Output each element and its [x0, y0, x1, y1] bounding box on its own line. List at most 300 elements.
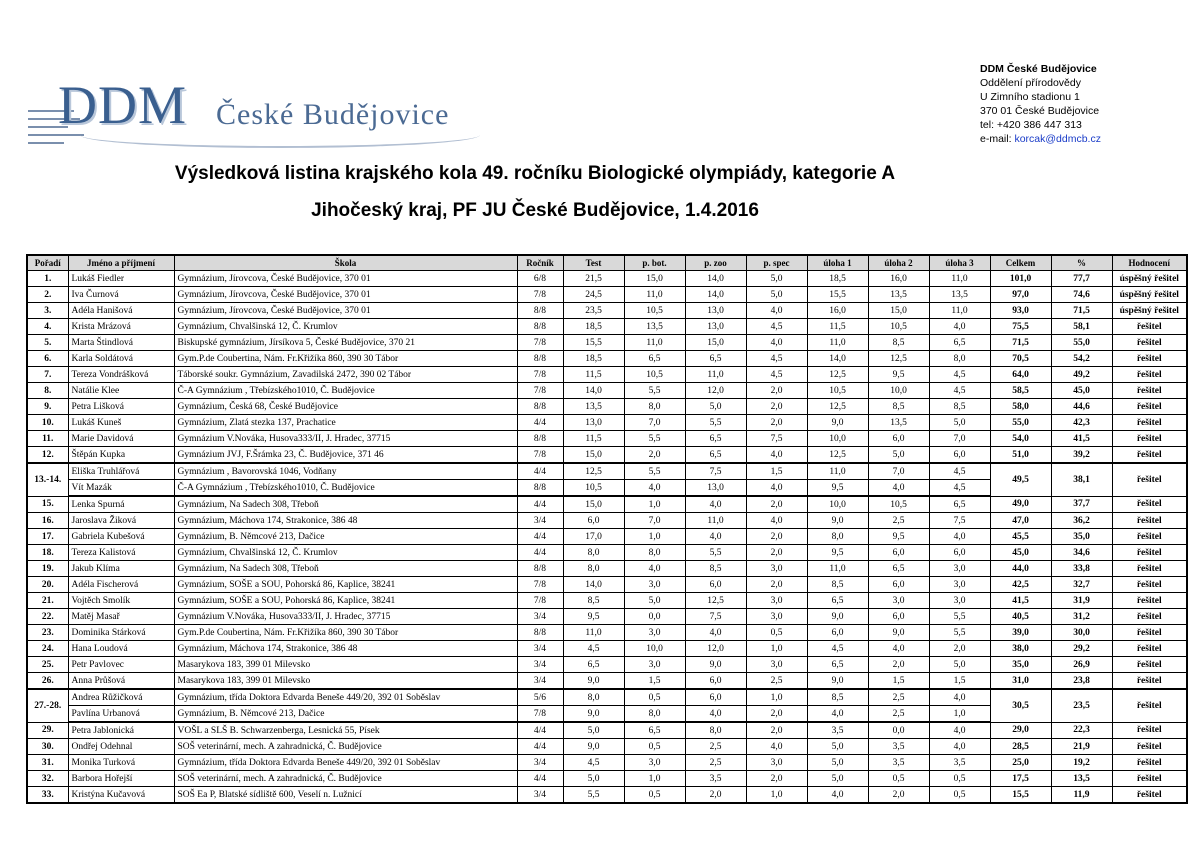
table-cell: Karla Soldátová — [68, 351, 174, 367]
table-cell: 4/4 — [517, 722, 563, 739]
table-cell: Adéla Hanišová — [68, 303, 174, 319]
table-cell: 1. — [27, 271, 68, 287]
table-cell: 8,5 — [929, 399, 990, 415]
table-cell: řešitel — [1112, 641, 1187, 657]
table-cell: Gymnázium, Zlatá stezka 137, Prachatice — [174, 415, 517, 431]
table-cell: řešitel — [1112, 319, 1187, 335]
table-cell: 21,5 — [563, 271, 624, 287]
table-cell: 8,5 — [868, 399, 929, 415]
table-cell: 5,0 — [746, 271, 807, 287]
address-street: U Zimního stadionu 1 — [980, 91, 1080, 103]
table-cell: 1,0 — [624, 529, 685, 545]
table-cell: 6,5 — [685, 351, 746, 367]
table-cell: 11,0 — [685, 367, 746, 383]
table-cell: 2,0 — [746, 496, 807, 513]
column-header: úloha 1 — [807, 255, 868, 271]
table-cell: 12,5 — [807, 447, 868, 464]
table-cell: 47,0 — [990, 513, 1051, 529]
table-cell: 7/8 — [517, 593, 563, 609]
table-cell: 64,0 — [990, 367, 1051, 383]
table-row — [27, 529, 1187, 545]
table-cell: 5,0 — [807, 755, 868, 771]
table-cell: Masarykova 183, 399 01 Milevsko — [174, 657, 517, 673]
table-row — [27, 577, 1187, 593]
table-cell: 11,5 — [807, 319, 868, 335]
address-tel: tel: +420 386 447 313 — [980, 119, 1082, 131]
table-cell: 3,5 — [685, 771, 746, 787]
table-cell: 2,5 — [868, 513, 929, 529]
table-cell: Matěj Masař — [68, 609, 174, 625]
table-cell: 5,0 — [685, 399, 746, 415]
table-row — [27, 787, 1187, 804]
table-cell: 32,7 — [1051, 577, 1112, 593]
table-cell: 14,0 — [563, 577, 624, 593]
table-cell: 15,5 — [563, 335, 624, 351]
table-cell: 4,0 — [746, 303, 807, 319]
table-cell: 5. — [27, 335, 68, 351]
table-cell: 26. — [27, 673, 68, 690]
table-cell: 4,0 — [929, 319, 990, 335]
table-cell: 3,0 — [868, 593, 929, 609]
table-cell: 13,5 — [563, 399, 624, 415]
table-cell: 4,0 — [746, 335, 807, 351]
address-email-link[interactable]: korcak@ddmcb.cz — [1014, 133, 1101, 145]
table-cell: 0,0 — [624, 609, 685, 625]
column-header: úloha 2 — [868, 255, 929, 271]
table-cell: 10,0 — [624, 641, 685, 657]
table-cell: 70,5 — [990, 351, 1051, 367]
table-cell: 11,0 — [807, 561, 868, 577]
table-cell: 3,0 — [746, 657, 807, 673]
column-header: p. zoo — [685, 255, 746, 271]
table-cell: 2,5 — [868, 706, 929, 723]
table-cell: 11. — [27, 431, 68, 447]
table-cell: 3,0 — [929, 561, 990, 577]
table-cell: 2,0 — [746, 383, 807, 399]
column-header: % — [1051, 255, 1112, 271]
table-row — [27, 545, 1187, 561]
table-cell: 2,0 — [746, 771, 807, 787]
table-cell: 6,5 — [807, 593, 868, 609]
table-cell: Vít Mazák — [68, 480, 174, 497]
table-cell: 4,0 — [746, 480, 807, 497]
table-cell: 9,5 — [563, 609, 624, 625]
table-cell: 10,5 — [624, 303, 685, 319]
table-cell: 15,0 — [624, 271, 685, 287]
table-cell: 58,5 — [990, 383, 1051, 399]
table-cell: 9,0 — [563, 673, 624, 690]
table-cell: 4,0 — [929, 739, 990, 755]
table-cell: 3,0 — [746, 609, 807, 625]
table-cell: 30. — [27, 739, 68, 755]
table-cell: 10,0 — [807, 431, 868, 447]
table-cell: 41,5 — [1051, 431, 1112, 447]
table-cell: 19,2 — [1051, 755, 1112, 771]
table-row — [27, 287, 1187, 303]
table-cell: 4/4 — [517, 771, 563, 787]
table-cell: Gymnázium, B. Němcové 213, Dačice — [174, 706, 517, 723]
table-cell: 38,1 — [1051, 463, 1112, 496]
table-cell: 6,0 — [685, 577, 746, 593]
table-cell: 8/8 — [517, 351, 563, 367]
table-cell: Gymnázium, B. Němcové 213, Dačice — [174, 529, 517, 545]
table-cell: 4,5 — [746, 351, 807, 367]
table-cell: 4,5 — [563, 755, 624, 771]
table-cell: 5,0 — [807, 739, 868, 755]
table-cell: 2,0 — [929, 641, 990, 657]
table-cell: Iva Čurnová — [68, 287, 174, 303]
table-cell: 77,7 — [1051, 271, 1112, 287]
table-cell: Gymnázium V.Nováka, Husova333/II, J. Hradec, 37715 — [174, 431, 517, 447]
table-cell: 23. — [27, 625, 68, 641]
table-cell: Tereza Vondrášková — [68, 367, 174, 383]
table-cell: Táborské soukr. Gymnázium, Zavadilská 2472, 390 02 Tábor — [174, 367, 517, 383]
table-cell: 5,0 — [807, 771, 868, 787]
table-cell: 3,0 — [746, 755, 807, 771]
table-row — [27, 496, 1187, 513]
table-cell: 5,0 — [929, 657, 990, 673]
table-cell: Tereza Kalistová — [68, 545, 174, 561]
table-cell: 30,0 — [1051, 625, 1112, 641]
table-cell: 17,0 — [563, 529, 624, 545]
table-cell: řešitel — [1112, 463, 1187, 496]
table-cell: 4,0 — [929, 689, 990, 706]
table-cell: 71,5 — [1051, 303, 1112, 319]
table-row — [27, 271, 1187, 287]
table-cell: úspěšný řešitel — [1112, 303, 1187, 319]
table-cell: 0,5 — [746, 625, 807, 641]
table-cell: 4,5 — [563, 641, 624, 657]
table-cell: 4/4 — [517, 529, 563, 545]
table-cell: 4,0 — [746, 739, 807, 755]
table-cell: 3,0 — [624, 755, 685, 771]
table-cell: 4,0 — [685, 625, 746, 641]
table-cell: řešitel — [1112, 383, 1187, 399]
table-cell: 15,0 — [563, 496, 624, 513]
table-cell: 9,5 — [807, 545, 868, 561]
table-cell: 14,0 — [685, 271, 746, 287]
table-cell: 12,5 — [807, 367, 868, 383]
table-cell: 7/8 — [517, 335, 563, 351]
table-cell: Adéla Fischerová — [68, 577, 174, 593]
column-header: Jméno a příjmení — [68, 255, 174, 271]
table-cell: řešitel — [1112, 447, 1187, 464]
table-cell: Gymnázium V.Nováka, Husova333/II, J. Hradec, 37715 — [174, 609, 517, 625]
table-cell: řešitel — [1112, 335, 1187, 351]
table-cell: 8. — [27, 383, 68, 399]
table-cell: Gabriela Kubešová — [68, 529, 174, 545]
table-cell: 4/4 — [517, 463, 563, 480]
table-cell: 4,0 — [624, 561, 685, 577]
table-cell: 5,0 — [563, 722, 624, 739]
table-cell: 11,0 — [685, 513, 746, 529]
table-cell: Marta Štindlová — [68, 335, 174, 351]
table-cell: 8,0 — [563, 561, 624, 577]
table-cell: 17. — [27, 529, 68, 545]
table-cell: 7,5 — [746, 431, 807, 447]
table-cell: 75,5 — [990, 319, 1051, 335]
table-cell: 1,5 — [746, 463, 807, 480]
table-cell: 4,0 — [746, 513, 807, 529]
table-cell: 7/8 — [517, 706, 563, 723]
table-cell: 6,0 — [685, 673, 746, 690]
table-cell: 14,0 — [685, 287, 746, 303]
table-row — [27, 399, 1187, 415]
table-cell: 8,5 — [685, 561, 746, 577]
table-cell: 3/4 — [517, 641, 563, 657]
table-cell: 24,5 — [563, 287, 624, 303]
table-cell: 9,5 — [868, 367, 929, 383]
table-cell: 49,2 — [1051, 367, 1112, 383]
table-cell: 4,5 — [929, 367, 990, 383]
table-cell: 3,0 — [624, 577, 685, 593]
table-cell: Petra Lišková — [68, 399, 174, 415]
table-cell: 39,2 — [1051, 447, 1112, 464]
table-cell: 9,0 — [563, 739, 624, 755]
table-cell: Lenka Spurná — [68, 496, 174, 513]
table-cell: 6,5 — [929, 335, 990, 351]
table-cell: 8,5 — [563, 593, 624, 609]
table-cell: 2,5 — [685, 755, 746, 771]
table-cell: Gymnázium, Chvalšinská 12, Č. Krumlov — [174, 319, 517, 335]
table-cell: 8/8 — [517, 303, 563, 319]
table-cell: 16,0 — [868, 271, 929, 287]
table-cell: 7,5 — [929, 513, 990, 529]
table-cell: SOŠ veterinární, mech. A zahradnická, Č. Budějovice — [174, 771, 517, 787]
table-cell: Hana Loudová — [68, 641, 174, 657]
table-cell: 1,5 — [624, 673, 685, 690]
table-cell: 3,0 — [746, 561, 807, 577]
table-cell: 2,0 — [746, 529, 807, 545]
table-cell: 3,0 — [624, 625, 685, 641]
table-cell: 8,5 — [807, 689, 868, 706]
table-cell: 6,5 — [563, 657, 624, 673]
table-cell: řešitel — [1112, 722, 1187, 739]
table-cell: 12,5 — [807, 399, 868, 415]
table-cell: Marie Davidová — [68, 431, 174, 447]
table-row — [27, 561, 1187, 577]
table-cell: 13,5 — [868, 287, 929, 303]
table-cell: Lukáš Fiedler — [68, 271, 174, 287]
table-cell: 6. — [27, 351, 68, 367]
table-cell: Gymnázium , Bavorovská 1046, Vodňany — [174, 463, 517, 480]
table-cell: 5,5 — [624, 431, 685, 447]
table-cell: 3,0 — [929, 577, 990, 593]
table-cell: 2,0 — [746, 706, 807, 723]
table-cell: 2,0 — [685, 787, 746, 804]
table-cell: Jakub Klíma — [68, 561, 174, 577]
table-cell: 4/4 — [517, 739, 563, 755]
table-cell: 18. — [27, 545, 68, 561]
table-cell: 17,5 — [990, 771, 1051, 787]
table-cell: řešitel — [1112, 755, 1187, 771]
table-cell: 22. — [27, 609, 68, 625]
table-cell: řešitel — [1112, 545, 1187, 561]
table-cell: 58,0 — [990, 399, 1051, 415]
table-cell: 8,0 — [563, 545, 624, 561]
table-cell: 21,9 — [1051, 739, 1112, 755]
table-cell: 32. — [27, 771, 68, 787]
results-table — [26, 254, 1188, 804]
table-cell: 6,5 — [624, 722, 685, 739]
table-cell: 25,0 — [990, 755, 1051, 771]
table-cell: 11,0 — [624, 335, 685, 351]
table-cell: 29,2 — [1051, 641, 1112, 657]
table-cell: 1,5 — [929, 673, 990, 690]
table-cell: Natálie Klee — [68, 383, 174, 399]
table-cell: 3/4 — [517, 673, 563, 690]
table-cell: 93,0 — [990, 303, 1051, 319]
address-dept: Oddělení přírodovědy — [980, 77, 1081, 89]
table-cell: 13,5 — [624, 319, 685, 335]
table-cell: Gymnázium, Na Sadech 308, Třeboň — [174, 561, 517, 577]
column-header: Hodnocení — [1112, 255, 1187, 271]
table-cell: 7,0 — [624, 513, 685, 529]
table-cell: 11,0 — [929, 303, 990, 319]
table-cell: 11,0 — [624, 287, 685, 303]
table-cell: Gymnázium, třída Doktora Edvarda Beneše 449/20, 392 01 Soběslav — [174, 689, 517, 706]
table-cell: Krista Mrázová — [68, 319, 174, 335]
table-cell: 11,0 — [929, 271, 990, 287]
table-cell: 3,0 — [929, 593, 990, 609]
table-cell: Gymnázium, Jírovcova, České Budějovice, 370 01 — [174, 287, 517, 303]
table-cell: 12,5 — [685, 593, 746, 609]
table-cell: 97,0 — [990, 287, 1051, 303]
table-cell: 8,5 — [807, 577, 868, 593]
table-cell: 29. — [27, 722, 68, 739]
table-cell: Štěpán Kupka — [68, 447, 174, 464]
table-cell: VOŠL a SLŠ B. Schwarzenberga, Lesnická 55, Písek — [174, 722, 517, 739]
table-cell: 54,0 — [990, 431, 1051, 447]
table-cell: 71,5 — [990, 335, 1051, 351]
table-cell: 1,0 — [746, 689, 807, 706]
table-cell: 4,5 — [746, 367, 807, 383]
table-cell: 5,0 — [746, 287, 807, 303]
table-cell: 0,5 — [624, 689, 685, 706]
table-cell: 0,5 — [868, 771, 929, 787]
table-cell: 23,5 — [1051, 689, 1112, 722]
table-cell: Gym.P.de Coubertina, Nám. Fr.Křižíka 860, 390 30 Tábor — [174, 625, 517, 641]
table-cell: 11,9 — [1051, 787, 1112, 804]
table-cell: řešitel — [1112, 771, 1187, 787]
table-cell: 5,5 — [685, 545, 746, 561]
table-cell: 1,0 — [624, 771, 685, 787]
table-row — [27, 625, 1187, 641]
table-cell: 8,0 — [929, 351, 990, 367]
table-cell: 45,0 — [990, 545, 1051, 561]
table-row — [27, 739, 1187, 755]
table-cell: 6,5 — [807, 657, 868, 673]
table-cell: řešitel — [1112, 787, 1187, 804]
table-cell: 10,5 — [624, 367, 685, 383]
table-cell: 6,5 — [868, 561, 929, 577]
table-cell: 41,5 — [990, 593, 1051, 609]
table-cell: 23,8 — [1051, 673, 1112, 690]
table-cell: 28,5 — [990, 739, 1051, 755]
table-cell: 33. — [27, 787, 68, 804]
table-cell: 30,5 — [990, 689, 1051, 722]
table-cell: 10,5 — [868, 319, 929, 335]
table-cell: 8/8 — [517, 431, 563, 447]
table-cell: 7,0 — [624, 415, 685, 431]
table-cell: 9,0 — [807, 415, 868, 431]
table-cell: Gym.P.de Coubertina, Nám. Fr.Křižíka 860, 390 30 Tábor — [174, 351, 517, 367]
table-cell: 3/4 — [517, 513, 563, 529]
table-cell: 13,0 — [685, 303, 746, 319]
table-cell: řešitel — [1112, 399, 1187, 415]
address-org: DDM České Budějovice — [980, 63, 1097, 75]
table-cell: 4,5 — [746, 319, 807, 335]
table-cell: 24. — [27, 641, 68, 657]
table-cell: 5,0 — [929, 415, 990, 431]
table-cell: 6,0 — [807, 625, 868, 641]
table-cell: 9,0 — [807, 609, 868, 625]
table-row — [27, 673, 1187, 690]
table-cell: 9,0 — [563, 706, 624, 723]
table-cell: Barbora Hořejší — [68, 771, 174, 787]
table-cell: 3. — [27, 303, 68, 319]
table-cell: 2,5 — [746, 673, 807, 690]
table-cell: 54,2 — [1051, 351, 1112, 367]
table-cell: 35,0 — [990, 657, 1051, 673]
table-cell: Anna Průšová — [68, 673, 174, 690]
table-cell: 40,5 — [990, 609, 1051, 625]
table-cell: 6,5 — [929, 496, 990, 513]
table-cell: 2,0 — [746, 545, 807, 561]
table-cell: Gymnázium, Česká 68, České Budějovice — [174, 399, 517, 415]
table-cell: Petr Pavlovec — [68, 657, 174, 673]
table-cell: 3/4 — [517, 787, 563, 804]
table-cell: 8,0 — [807, 529, 868, 545]
table-cell: řešitel — [1112, 609, 1187, 625]
table-cell: 55,0 — [1051, 335, 1112, 351]
table-cell: Ondřej Odehnal — [68, 739, 174, 755]
table-row — [27, 755, 1187, 771]
table-cell: řešitel — [1112, 529, 1187, 545]
table-cell: 10,5 — [868, 496, 929, 513]
table-cell: 3,5 — [807, 722, 868, 739]
table-cell: 6,5 — [685, 431, 746, 447]
table-cell: 0,5 — [929, 787, 990, 804]
table-cell: 5,0 — [563, 771, 624, 787]
table-cell: Č-A Gymnázium , Třebízského1010, Č. Budějovice — [174, 383, 517, 399]
table-cell: řešitel — [1112, 496, 1187, 513]
table-cell: řešitel — [1112, 367, 1187, 383]
table-cell: 26,9 — [1051, 657, 1112, 673]
table-row — [27, 771, 1187, 787]
table-cell: Gymnázium, Máchova 174, Strakonice, 386 48 — [174, 513, 517, 529]
table-cell: 6,5 — [624, 351, 685, 367]
table-cell: 9,0 — [685, 657, 746, 673]
table-cell: 2,5 — [685, 739, 746, 755]
table-cell: 11,0 — [807, 335, 868, 351]
table-cell: 6,0 — [929, 447, 990, 464]
table-row — [27, 689, 1187, 706]
table-cell: 22,3 — [1051, 722, 1112, 739]
table-cell: 4,0 — [929, 529, 990, 545]
table-cell: 4/4 — [517, 545, 563, 561]
table-cell: 7,5 — [685, 609, 746, 625]
table-cell: 9,5 — [807, 480, 868, 497]
table-cell: 6,0 — [563, 513, 624, 529]
table-row — [27, 513, 1187, 529]
table-cell: 18,5 — [563, 351, 624, 367]
table-cell: 7/8 — [517, 383, 563, 399]
table-cell: 5,5 — [685, 415, 746, 431]
table-cell: 8/8 — [517, 480, 563, 497]
table-cell: 8/8 — [517, 399, 563, 415]
table-cell: řešitel — [1112, 351, 1187, 367]
